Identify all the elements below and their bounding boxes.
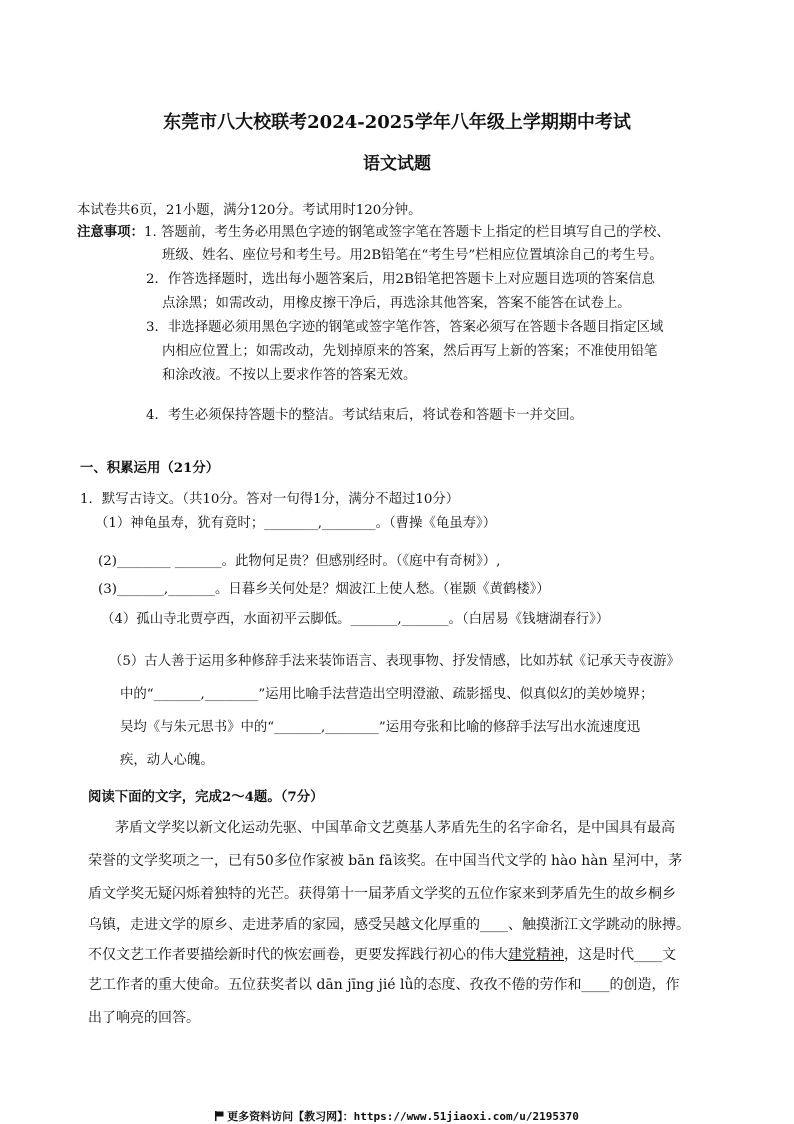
reading-line-5 [88,945,676,965]
notice-3b: 内相应位置上；如需改动，先划掉原来的答案，然后再写上新的答案；不准使用铅笔 [162,344,658,359]
reading-line-1: 茅盾文学奖以新文化运动先驱、中国革命文艺奠基人茅盾先生的名字命名，是中国具有最高 [115,820,675,836]
reading-line-2: 荣誉的文学奖项之一，已有50多位作家被 bān fā该奖。在中国当代文学的 hào hàn 星河中，茅 [88,853,683,869]
question-1-2: (2)________ _______。此物何足贵？但感别经时。（《庭中有奇树》）, [98,554,501,569]
exam-subtitle: 语文试题 [363,154,431,174]
notice-2b: 点涂黑；如需改动，用橡皮擦干净后，再选涂其他答案，答案不能答在试卷上。 [162,296,631,311]
notice-1a: 1. 答题前，考生务必用黑色字迹的钢笔或签字笔在答题卡上指定的栏目填写自己的学校、 [143,225,670,240]
section1-heading: 一、积累运用（21分） [80,460,220,476]
reading-line-3: 盾文学奖无疑闪烁着独特的光芒。获得第十一届茅盾文学奖的五位作家来到茅盾先生的故乡桐乡 [88,886,676,902]
reading-line-5-pre: 不仅文艺工作者要描绘新时代的恢宏画卷，更要发挥践行初心的伟大 [88,947,508,963]
question-1-4: （4）孤山寺北贾亭西，水面初平云脚低。_______,_______。（白居易《钱塘湖春行》） [101,612,610,627]
notice-label: 注意事项： [77,224,144,240]
notice-4: 4．考生必须保持答题卡的整洁。考试结束后，将试卷和答题卡一并交回。 [146,408,584,423]
notice-2a: 2．作答选择题时，选出每小题答案后，用2B铅笔把答题卡上对应题目选项的答案信息 [146,272,655,287]
notice-block [77,222,670,243]
reading-line-5-post: ，这是时代____文 [564,947,676,963]
flag-icon [215,1111,224,1121]
question-1-3: (3)_______,_______。日暮乡关何处是？烟波江上使人愁。（崔颢《黄鹤楼》） [98,582,550,597]
question-1-1: （1）神龟虽寿，犹有竟时；________,________。（曹操《龟虽寿》） [95,516,497,531]
notice-3a: 3．非选择题必须用黑色字迹的钢笔或签字笔作答，答案必须写在答题卡各题目指定区域 [146,320,664,335]
intro-line: 本试卷共6页，21小题，满分120分。考试用时120分钟。 [77,203,422,218]
question-1: 1．默写古诗文。（共10分。答对一句得1分，满分不超过10分） [80,492,460,507]
question-1-5d: 疾，动人心魄。 [120,753,214,768]
question-1-5b: 中的“_______,________”运用比喻手法营造出空明澄澈、疏影摇曳、似真似幻的美妙境界； [120,687,654,702]
exam-title: 东莞市八大校联考2024-2025学年八年级上学期期中考试 [163,112,631,133]
notice-3c: 和涂改液。不按以上要求作答的答案无效。 [162,368,417,383]
underlined-phrase: 建党精神 [508,947,564,963]
reading-line-4: 乌镇，走进文学的原乡、走进茅盾的家园，感受吴越文化厚重的____、触摸浙江文学跳动的脉搏。 [88,917,690,933]
footer-link[interactable]: 更多资料访问【教习网】：https://www.51jiaoxi.com/u/2195370 [227,1110,579,1123]
notice-1b: 班级、姓名、座位号和考生号。用2B铅笔在“考生号”栏相应位置填涂自己的考生号。 [162,248,663,263]
reading-heading: 阅读下面的文字，完成2～4题。（7分） [88,789,324,805]
question-1-5a: （5）古人善于运用多种修辞手法来装饰语言、表现事物、抒发情感，比如苏轼《记承天寺夜游》 [109,654,680,669]
question-1-5c: 吴均《与朱元思书》中的“_______,________”运用夸张和比喻的修辞手法写出水流速度迅 [120,720,641,735]
reading-line-7: 出了响亮的回答。 [88,1010,200,1026]
reading-line-6: 艺工作者的重大使命。五位获奖者以 dān jīng jié lǜ的态度、孜孜不倦的劳作和____的创造，作 [88,977,680,993]
footer [0,1108,794,1124]
